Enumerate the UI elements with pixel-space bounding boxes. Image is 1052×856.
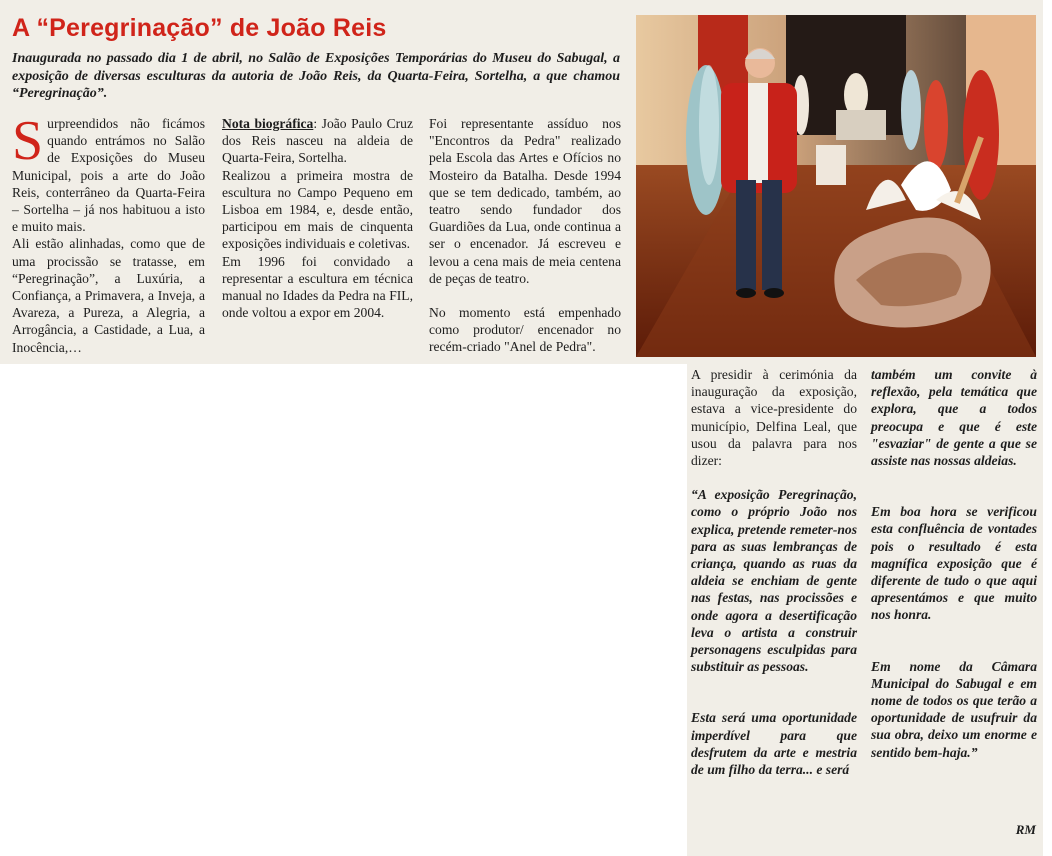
col5-paragraph-3: Em nome da Câmara Municipal do Sabugal e em nome de todos os que terão a oportunidade de usufruir da sua obra, deixo um enorme e sentido bem-haja.”	[871, 658, 1037, 760]
col3-paragraph-1: Foi representante assíduo nos "Encontros da Pedra" realizado pela Escola das Artes e Ofícios no Mosteiro da Batalha. Desde 1994 que se tem dedicado, também, ao teatro sendo fundador dos Guardiões da Lua, onde continua a ser o encenador. Já escreveu e levou a cena mais de meia centena de peças de teatro.	[429, 116, 621, 286]
article-column-2	[222, 115, 413, 321]
col1-paragraph-2: Ali estão alinhadas, como que de uma procissão se tratasse, em “Peregrinação”, a Luxúria, a Confiança, a Primavera, a Inveja, a Avareza, a Pureza, a Alegria, a Arrogância, a Castidade, a Lua, a Inocência,…	[12, 236, 205, 355]
article-column-3	[429, 115, 621, 356]
drop-cap: S	[12, 110, 44, 172]
article-column-5	[871, 366, 1037, 761]
col4-paragraph-3: Esta será uma oportunidade imperdível para que desfrutem da arte e mestria de um filho da terra... e será	[691, 710, 857, 778]
col2-paragraph-2: Realizou a primeira mostra de escultura no Campo Pequeno em Lisboa em 1984, e, desde então, participou em mais de cinquenta exposições individuais e coletivas.	[222, 167, 413, 252]
exhibition-photo	[636, 15, 1036, 357]
col2-paragraph-3: Em 1996 foi convidado a representar a escultura em técnica manual no Idades da Pedra na FIL, onde voltou a expor em 2004.	[222, 253, 413, 321]
article-column-4	[691, 366, 857, 778]
article-column-1	[12, 110, 205, 356]
col2-paragraph-1: : João Paulo Cruz dos Reis nasceu na aldeia de Quarta-Feira, Sortelha.	[222, 116, 414, 166]
col4-paragraph-2: “A exposição Peregrinação, como o próprio João nos explica, pretende remeter-nos para as suas lembranças de criança, quando as ruas da aldeia se enchiam de gente nas festas, nas procissões e onde agora a desertificação leva o artista a construir personagens esculpidas para substituir as pessoas.	[691, 487, 857, 675]
col1-paragraph-1: urpreendidos não ficámos quando entrámos no Salão de Exposições do Museu Municipal, pois a arte do João Reis, conterrâneo da Quarta-Feira – Sortelha – já nos habituou a isto e muito mais.	[12, 116, 205, 235]
article-lead: Inaugurada no passado dia 1 de abril, no Salão de Exposições Temporárias do Museu do Sabugal, a exposição de diversas esculturas da autoria de João Reis, da Quarta-Feira, Sortelha, a que chamou “Peregrinação”.	[12, 51, 620, 101]
bio-note-label: Nota biográfica	[222, 116, 314, 131]
exhibition-photo-illustration	[636, 15, 1036, 357]
article-headline: A “Peregrinação” de João Reis	[12, 14, 387, 42]
author-credit: RM	[1015, 822, 1036, 837]
col4-paragraph-1: A presidir à cerimónia da inauguração da exposição, estava a vice-presidente do município, Delfina Leal, que usou da palavra para nos dizer:	[691, 367, 857, 469]
col5-paragraph-2: Em boa hora se verificou esta confluência de vontades pois o resultado é esta magnífica exposição que é diferente de tudo o que aqui apresentámos e que muito nos honra.	[871, 504, 1037, 623]
col3-paragraph-2: No momento está empenhado como produtor/ encenador no recém-criado "Anel de Pedra".	[429, 305, 621, 355]
col5-paragraph-1: também um convite à reflexão, pela temática que explora, que a todos preocupa e que é este "esvaziar" de gente a que se assiste nas nossas aldeias.	[871, 367, 1037, 469]
